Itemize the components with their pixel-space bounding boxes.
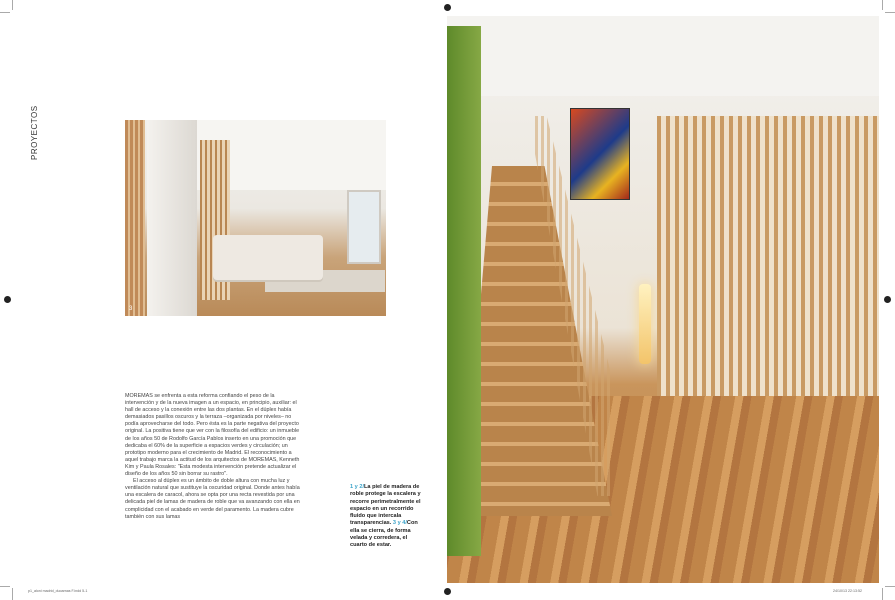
staircase-photo bbox=[447, 16, 879, 583]
crop-mark bbox=[885, 586, 895, 587]
caption-number: 1 y 2/ bbox=[350, 484, 364, 490]
ceiling bbox=[447, 16, 879, 96]
crop-mark bbox=[0, 12, 10, 13]
sofa bbox=[213, 235, 323, 280]
section-label: PROYECTOS bbox=[30, 105, 39, 160]
window bbox=[347, 190, 381, 264]
slug-date: 24/10/13 22:13:52 bbox=[833, 589, 862, 593]
column bbox=[147, 120, 197, 316]
crop-mark bbox=[12, 0, 13, 10]
floor-lamp bbox=[639, 284, 651, 364]
wood-slat-screen bbox=[657, 116, 879, 436]
caption-number: 3 y 4/ bbox=[392, 520, 407, 527]
registration-mark-icon bbox=[444, 4, 451, 11]
green-wall bbox=[447, 26, 481, 556]
crop-mark bbox=[882, 588, 883, 600]
photo-caption bbox=[350, 484, 422, 550]
crop-mark bbox=[0, 586, 10, 587]
wood-wall bbox=[125, 120, 145, 316]
crop-mark bbox=[885, 12, 895, 13]
crop-mark bbox=[12, 588, 13, 600]
caption-text: Con ella se cierra, de forma velada y corredera, el cuarto de estar. bbox=[350, 520, 418, 549]
registration-mark-icon bbox=[884, 296, 891, 303]
paragraph: El acceso al dúplex es un ámbito de doble altura con mucha luz y ventilación natural que sustituye la oscuridad original. Donde antes había una escalera de caracol, ahora se opta por una recta revestida por una delicada piel de lamas de madera de roble que va avanzando con ella en complicidad con el acabado en verde del paramento. La madera cubre también con sus lamas bbox=[125, 478, 300, 520]
registration-mark-icon bbox=[444, 588, 451, 595]
crop-mark bbox=[882, 0, 883, 10]
paragraph: MOREMAS se enfrenta a esta reforma confiando el peso de la intervención y de la nueva imagen a un espacio, en principio, auxiliar: el hall de acceso y la conexión entre las dos plantas. En el dúplex había demasiados pasillos oscuros y la terraza –organizada por niveles– no podía aprovecharse del todo. Pero ésta es la parte negativa del proyecto original. La positiva tiene que ver con la filosofía del edificio: un inmueble de los años 50 de Rodolfo García Pablos inserto en una promoción que dedicaba el 60% de la superficie a espacios verdes y circulación; un prototipo moderno para el crecimiento de Madrid. El reconocimiento a aquel trabajo marca la actitud de los arquitectos de MOREMAS, Kenneth Kim y Paula Rosales: "Esta modesta intervención pretende actualizar el diseño de los años 50 sin borrar su rastro". bbox=[125, 393, 300, 478]
registration-mark-icon bbox=[4, 296, 11, 303]
article-body bbox=[125, 393, 303, 521]
slug-filename: p1_aloni madrid_duoarnas F.indd 5-1 bbox=[28, 589, 88, 593]
painting bbox=[570, 108, 630, 200]
living-room-photo bbox=[125, 120, 386, 316]
caption-text: La piel de madera de roble protege la escalera y recorre perimetralmente el espacio en un recorrido fluido que intercala transparencias. bbox=[350, 484, 421, 527]
photo-number: 3 bbox=[129, 306, 133, 312]
